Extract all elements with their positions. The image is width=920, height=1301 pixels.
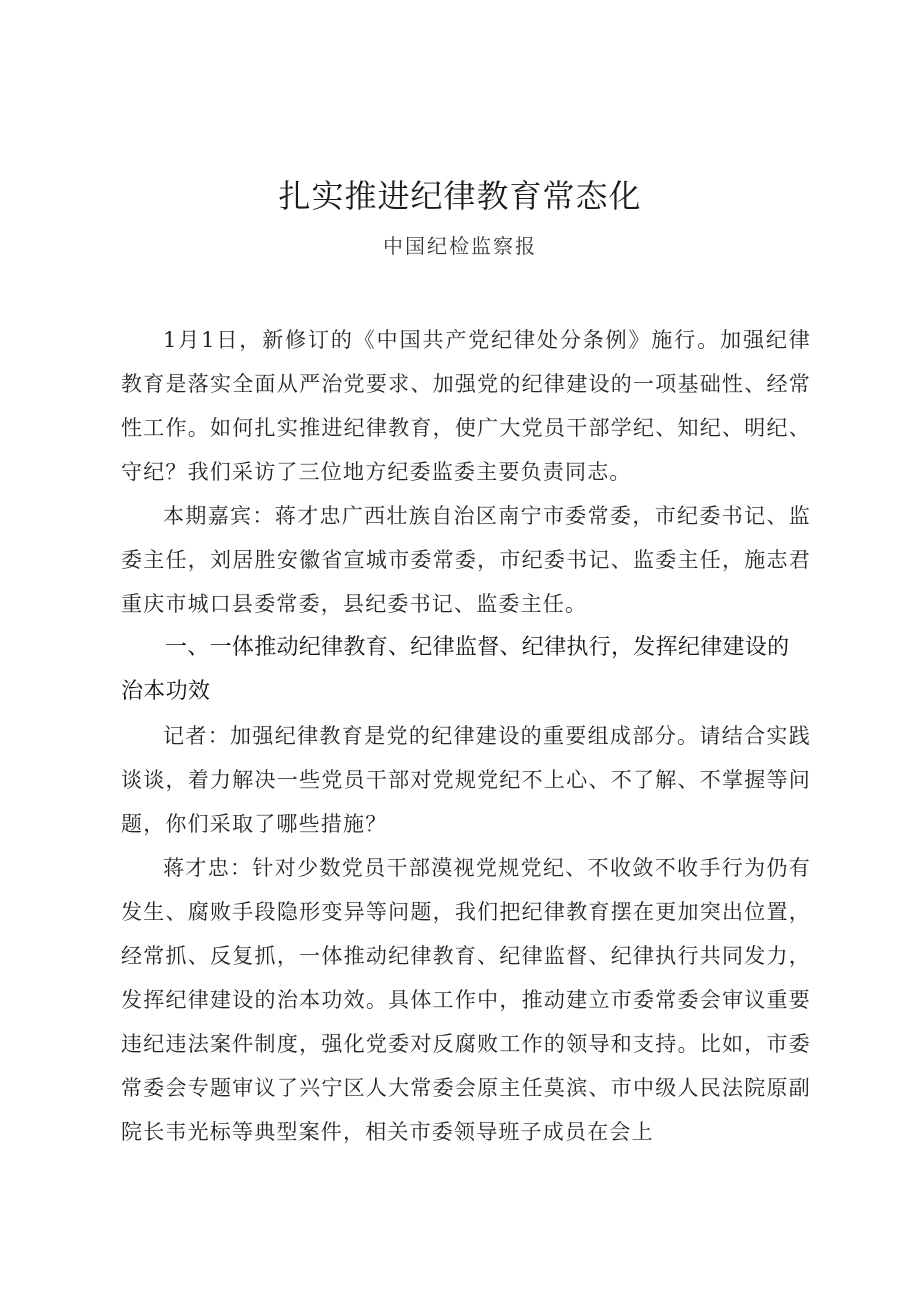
article-source: 中国纪检监察报 [383, 234, 537, 258]
article-title: 扎实推进纪律教育常态化 [278, 177, 642, 215]
guests-paragraph: 本期嘉宾：蒋才忠广西壮族自治区南宁市委常委，市纪委书记、监委主任，刘居胜安徽省宣城市委常委，市纪委书记、监委主任，施志君重庆市城口县委常委，县纪委书记、监委主任。 [121, 504, 811, 616]
article-body [121, 318, 811, 1154]
answer-paragraph: 蒋才忠：针对少数党员干部漠视党规党纪、不收敛不收手行为仍有发生、腐败手段隐形变异等问题，我们把纪律教育摆在更加突出位置，经常抓、反复抓，一体推动纪律教育、纪律监督、纪律执行共同发力，发挥纪律建设的治本功效。具体工作中，推动建立市委常委会审议重要违纪违法案件制度，强化党委对反腐败工作的领导和支持。比如，市委常委会专题审议了兴宁区人大常委会原主任莫滨、市中级人民法院原副院长韦光标等典型案件，相关市委领导班子成员在会上 [121, 856, 811, 1144]
reporter-question-paragraph: 记者：加强纪律教育是党的纪律建设的重要组成部分。请结合实践谈谈，着力解决一些党员干部对党规党纪不上心、不了解、不掌握等问题，你们采取了哪些措施？ [121, 724, 811, 836]
section-heading: 一、一体推动纪律教育、纪律监督、纪律执行，发挥纪律建设的治本功效 [121, 635, 790, 704]
intro-paragraph: 1月1日，新修订的《中国共产党纪律处分条例》施行。加强纪律教育是落实全面从严治党要求、加强党的纪律建设的一项基础性、经常性工作。如何扎实推进纪律教育，使广大党员干部学纪、知纪、明纪、守纪？我们采访了三位地方纪委监委主要负责同志。 [121, 328, 811, 484]
